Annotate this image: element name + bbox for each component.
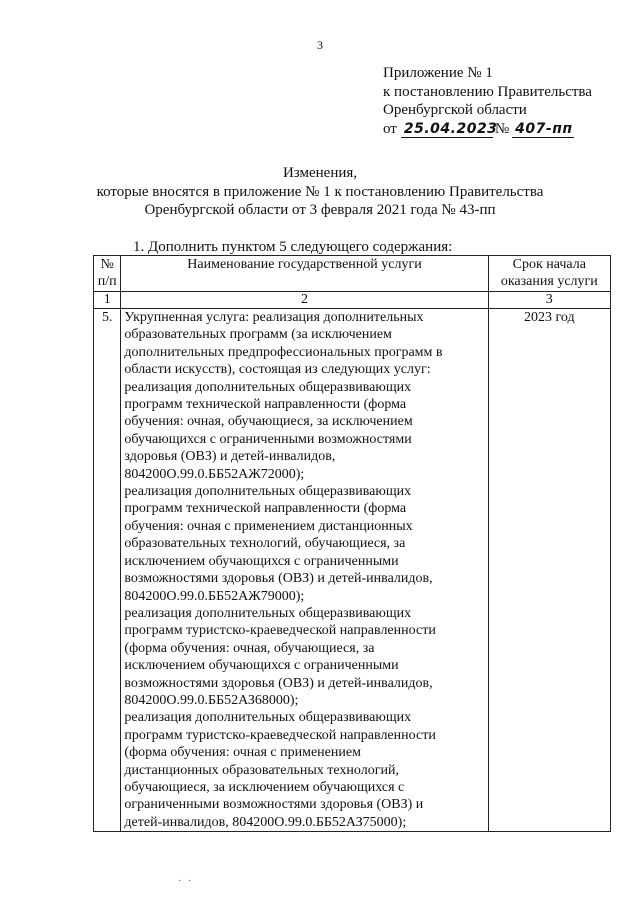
header-start bbox=[488, 256, 610, 292]
service-line: образовательных программ (за исключением bbox=[124, 327, 392, 343]
service-line: обучающиеся, за исключением обучающихся с bbox=[124, 779, 405, 795]
service-line: реализация дополнительных общеразвивающих bbox=[124, 379, 412, 395]
service-line: области искусств), состоящая из следующих услуг: bbox=[124, 362, 431, 378]
appendix-line-3: Оренбургской области bbox=[383, 102, 527, 118]
appendix-block bbox=[383, 64, 623, 138]
appendix-line-2: к постановлению Правительства bbox=[383, 83, 592, 100]
service-line: программ туристско-краеведческой направленности bbox=[124, 623, 436, 639]
handwritten-number: 407-пп bbox=[512, 122, 574, 138]
appendix-date-line bbox=[383, 120, 623, 139]
service-line: исключением обучающихся с ограниченными bbox=[124, 553, 399, 569]
service-line: программ технической направленности (форма bbox=[124, 397, 407, 413]
header-num bbox=[94, 256, 121, 292]
header-start-line-2: оказания услуги bbox=[500, 273, 598, 289]
heading-line-2: которые вносятся в приложение № 1 к постановлению Правительства bbox=[96, 183, 544, 200]
service-line: программ туристско-краеведческой направленности bbox=[124, 727, 436, 743]
page-number: 3 bbox=[317, 38, 323, 52]
number-sign: № bbox=[494, 120, 510, 137]
services-table bbox=[93, 255, 611, 832]
service-description bbox=[121, 309, 488, 832]
from-label: от bbox=[383, 120, 397, 137]
column-numbering-row bbox=[94, 292, 611, 309]
row-number: 5. bbox=[94, 309, 121, 832]
service-line: возможностями здоровья (ОВЗ) и детей-инвалидов, bbox=[124, 571, 433, 587]
heading-line-3: Оренбургской области от 3 февраля 2021 года № 43-пп bbox=[144, 202, 496, 218]
service-line: Укрупненная услуга: реализация дополнительных bbox=[124, 310, 424, 325]
service-line: (форма обучения: очная с применением bbox=[124, 745, 361, 761]
service-line: ограниченными возможностями здоровья (ОВЗ) и bbox=[124, 797, 424, 813]
header-num-line-2: п/п bbox=[97, 273, 117, 289]
service-line: 804200О.99.0.ББ52АЗ68000); bbox=[124, 692, 299, 708]
column-number: 1 bbox=[94, 292, 121, 309]
service-line: реализация дополнительных общеразвивающих bbox=[124, 605, 412, 621]
service-line: образовательных технологий, обучающиеся, за bbox=[124, 536, 406, 552]
service-line: здоровья (ОВЗ) и детей-инвалидов, bbox=[124, 449, 336, 465]
service-line: 804200О.99.0.ББ52АЖ79000); bbox=[124, 588, 305, 604]
intro-paragraph: 1. Дополнить пунктом 5 следующего содержания: bbox=[133, 239, 453, 255]
column-number: 3 bbox=[488, 292, 610, 309]
service-line: обучающихся с ограниченными возможностями bbox=[124, 431, 412, 447]
service-line: исключением обучающихся с ограниченными bbox=[124, 658, 399, 674]
service-line: дистанционных образовательных технологий, bbox=[124, 762, 399, 778]
table-row bbox=[94, 309, 611, 832]
service-line: реализация дополнительных общеразвивающих bbox=[124, 710, 412, 726]
service-line: 804200О.99.0.ББ52АЖ72000); bbox=[124, 466, 305, 482]
service-line: обучения: очная, обучающиеся, за исключением bbox=[124, 414, 413, 430]
handwritten-date: 25.04.2023 bbox=[401, 122, 493, 138]
service-line: обучения: очная с применением дистанционных bbox=[124, 518, 413, 534]
heading-title: Изменения, bbox=[282, 165, 358, 181]
service-line: реализация дополнительных общеразвивающих bbox=[124, 484, 412, 500]
header-start-line-1: Срок начала bbox=[512, 257, 586, 272]
table-header-row bbox=[94, 256, 611, 292]
service-line: возможностями здоровья (ОВЗ) и детей-инвалидов, bbox=[124, 675, 433, 691]
appendix-line-1: Приложение № 1 bbox=[383, 65, 493, 81]
service-line: (форма обучения: очная, обучающиеся, за bbox=[124, 640, 375, 656]
scan-artifact: · · bbox=[178, 876, 194, 887]
document-heading bbox=[0, 164, 640, 220]
service-line: дополнительных предпрофессиональных программ в bbox=[124, 344, 443, 360]
header-num-line-1: № bbox=[100, 257, 114, 272]
column-number: 2 bbox=[121, 292, 488, 309]
header-name: Наименование государственной услуги bbox=[121, 256, 488, 292]
service-line: детей-инвалидов, 804200О.99.0.ББ52АЗ75000); bbox=[124, 814, 407, 830]
service-line: программ технической направленности (форма bbox=[124, 501, 407, 517]
service-start-date: 2023 год bbox=[488, 309, 610, 832]
